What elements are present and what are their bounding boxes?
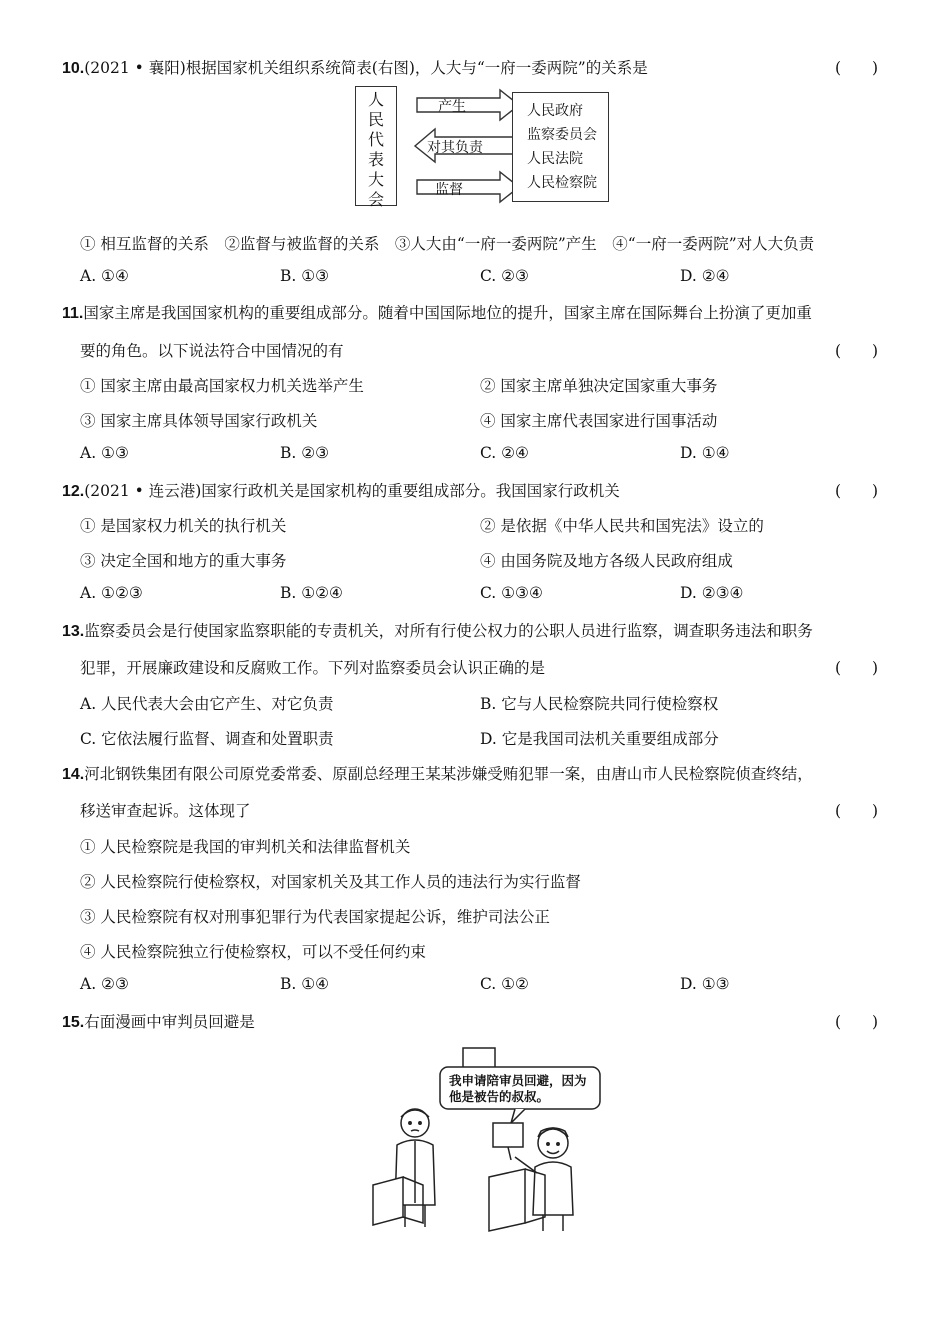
- q13-answer-paren: ( ): [835, 659, 879, 677]
- q10-option-d[interactable]: D. ②④: [680, 267, 730, 285]
- right-box-item: 人民检察院: [527, 175, 597, 191]
- arrow-right-supervise: [417, 172, 519, 202]
- left-box-char: 代: [367, 130, 384, 149]
- arrow-label-responsible: 对其负责: [427, 140, 483, 156]
- speech-text: [449, 1073, 587, 1105]
- q11-option-d[interactable]: D. ①④: [680, 444, 730, 462]
- q13-line2: 犯罪，开展廉政建设和反腐败工作。下列对监察委员会认识正确的是: [80, 659, 546, 677]
- left-box-char: 人: [367, 90, 384, 109]
- left-box-char: 大: [367, 170, 384, 189]
- q14-statement-2: ② 人民检察院行使检察权，对国家机关及其工作人员的违法行为实行监督: [80, 873, 581, 891]
- q13-option-a[interactable]: A. 人民代表大会由它产生、对它负责: [80, 695, 334, 713]
- q11-option-a[interactable]: A. ①③: [80, 444, 129, 462]
- q11-line1: 国家主席是我国国家机构的重要组成部分。随着中国国际地位的提升，国家主席在国际舞台上扮演了更加重: [83, 304, 812, 322]
- right-box-organs: [512, 92, 609, 202]
- q14-statement-3: ③ 人民检察院有权对刑事犯罪行为代表国家提起公诉，维护司法公正: [80, 908, 550, 926]
- q13-option-c[interactable]: C. 它依法履行监督、调查和处置职责: [80, 730, 334, 748]
- q10-number: 10.: [62, 60, 85, 77]
- arrow-label-produce: 产生: [438, 99, 466, 115]
- q10-diagram: [355, 86, 610, 209]
- q10-text: (2021 • 襄阳)根据国家机关组织系统简表(右图)，人大与“一府一委两院”的关系是: [84, 59, 648, 77]
- q15-stem: [62, 1010, 255, 1032]
- q11-number: 11.: [62, 305, 84, 322]
- q11-option-b[interactable]: B. ②③: [280, 444, 330, 462]
- q15-text: 右面漫画中审判员回避是: [84, 1013, 255, 1031]
- q11-stem-line1: [62, 301, 812, 323]
- q10-option-a[interactable]: A. ①④: [80, 267, 129, 285]
- arrow-label-supervise: 监督: [435, 182, 463, 198]
- q14-answer-paren: ( ): [835, 802, 879, 820]
- speech-line-1: 我申请陪审员回避，因为: [449, 1073, 587, 1088]
- left-box-npc: [355, 86, 397, 209]
- q12-statement-3: ③ 决定全国和地方的重大事务: [80, 552, 287, 570]
- q14-option-c[interactable]: C. ①②: [480, 975, 529, 993]
- left-box-char: 民: [367, 110, 384, 129]
- q11-line2: 要的角色。以下说法符合中国情况的有: [80, 342, 344, 360]
- left-desk: [373, 1177, 403, 1225]
- q12-option-d[interactable]: D. ②③④: [680, 584, 744, 602]
- q14-statement-1: ① 人民检察院是我国的审判机关和法律监督机关: [80, 838, 411, 856]
- left-box-char: 表: [367, 150, 384, 169]
- q11-statement-3: ③ 国家主席具体领导国家行政机关: [80, 412, 318, 430]
- q12-option-b[interactable]: B. ①②④: [280, 584, 343, 602]
- q13-stem-line1: [62, 619, 813, 641]
- right-person-body: [533, 1162, 573, 1215]
- arrow-right-produce: [417, 90, 519, 120]
- q10-option-b[interactable]: B. ①③: [280, 267, 330, 285]
- q11-statement-1: ① 国家主席由最高国家权力机关选举产生: [80, 377, 364, 395]
- q14-line2: 移送审查起诉。这体现了: [80, 802, 251, 820]
- q14-option-b[interactable]: B. ①④: [280, 975, 330, 993]
- q10-option-c[interactable]: C. ②③: [480, 267, 529, 285]
- q13-line1: 监察委员会是行使国家监察职能的专责机关，对所有行使公权力的公职人员进行监察，调查职务违法和职务: [84, 622, 813, 640]
- q12-option-c[interactable]: C. ①③④: [480, 584, 543, 602]
- q12-option-a[interactable]: A. ①②③: [80, 584, 143, 602]
- q11-statement-4: ④ 国家主席代表国家进行国事活动: [480, 412, 718, 430]
- q14-option-d[interactable]: D. ①③: [680, 975, 730, 993]
- small-board: [493, 1123, 523, 1147]
- right-box-item: 人民法院: [527, 151, 583, 167]
- left-box-char: 会: [367, 190, 384, 209]
- q14-stem-line1: [62, 762, 813, 784]
- q11-option-c[interactable]: C. ②④: [480, 444, 529, 462]
- right-box-item: 监察委员会: [527, 127, 597, 143]
- q15-answer-paren: ( ): [835, 1013, 879, 1031]
- q12-number: 12.: [62, 483, 85, 500]
- q12-statement-4: ④ 由国务院及地方各级人民政府组成: [480, 552, 733, 570]
- q10-statements: ① 相互监督的关系 ②监督与被监督的关系 ③人大由“一府一委两院”产生 ④“一府一委两院”对人大负责: [80, 235, 815, 253]
- q12-stem: [62, 479, 620, 501]
- q14-statement-4: ④ 人民检察院独立行使检察权，可以不受任何约束: [80, 943, 426, 961]
- q13-number: 13.: [62, 623, 85, 640]
- q14-line1: 河北钢铁集团有限公司原党委常委、原副总经理王某某涉嫌受贿犯罪一案，由唐山市人民检察院侦查终结，: [84, 765, 813, 783]
- q10-answer-paren: ( ): [835, 59, 879, 77]
- q10-stem: [62, 56, 648, 78]
- q12-text: (2021 • 连云港)国家行政机关是国家机构的重要组成部分。我国国家行政机关: [84, 482, 620, 500]
- q15-cartoon: [365, 1045, 615, 1235]
- q12-answer-paren: ( ): [835, 482, 879, 500]
- right-desk: [489, 1169, 525, 1231]
- speech-line-2: 他是被告的叔叔。: [449, 1089, 550, 1104]
- q12-statement-2: ② 是依据《中华人民共和国宪法》设立的: [480, 517, 764, 535]
- q15-number: 15.: [62, 1014, 85, 1031]
- q13-option-d[interactable]: D. 它是我国司法机关重要组成部分: [480, 730, 719, 748]
- q14-option-a[interactable]: A. ②③: [80, 975, 129, 993]
- right-box-item: 人民政府: [527, 103, 583, 119]
- q11-statement-2: ② 国家主席单独决定国家重大事务: [480, 377, 718, 395]
- q11-answer-paren: ( ): [835, 342, 879, 360]
- q14-number: 14.: [62, 766, 85, 783]
- q12-statement-1: ① 是国家权力机关的执行机关: [80, 517, 287, 535]
- q13-option-b[interactable]: B. 它与人民检察院共同行使检察权: [480, 695, 719, 713]
